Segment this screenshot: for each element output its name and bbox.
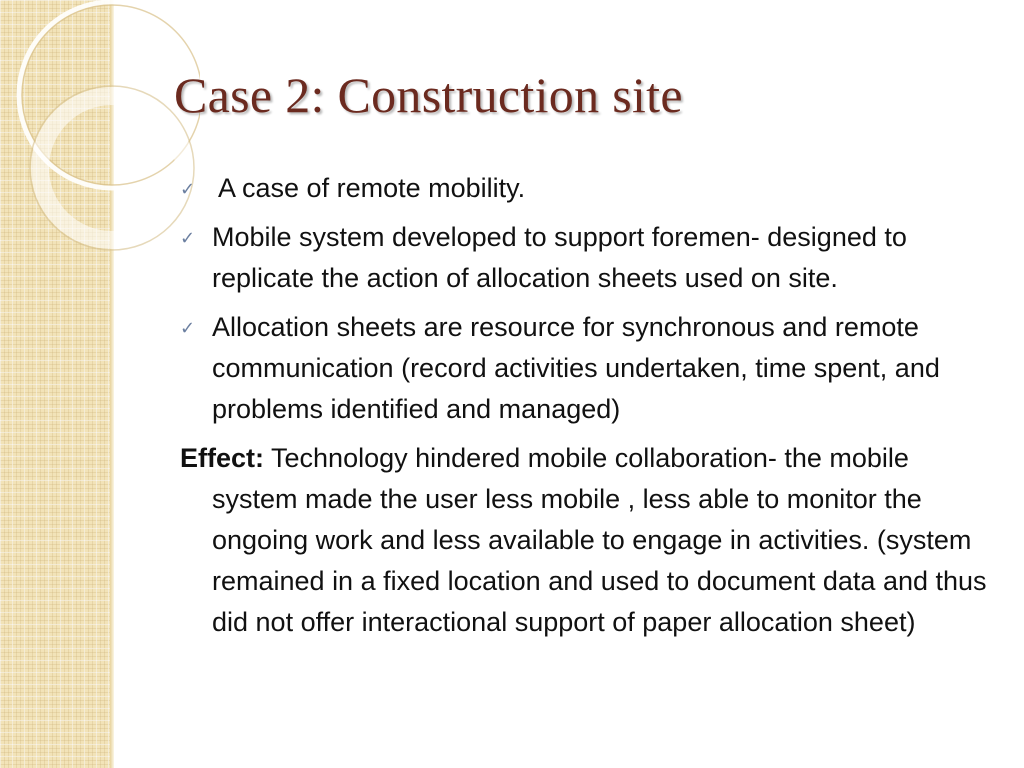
bullet-text: A case of remote mobility. (218, 173, 526, 203)
bullet-item (180, 217, 1000, 299)
bullet-text: Mobile system developed to support foremen- designed to replicate the action of allocation sheets used on site. (212, 222, 907, 293)
effect-text: Technology hindered mobile collaboration- the mobile system made the user less mobile , less able to monitor the ongoing work and less available to engage in activities. (system remained in a fixed location and used to document data and thus did not offer interactional support of paper allocation sheet) (212, 443, 987, 637)
decorative-rings (0, 0, 200, 260)
check-mark-icon: ✓ (180, 228, 196, 248)
effect-label: Effect: (180, 443, 265, 473)
bullet-text: Allocation sheets are resource for synchronous and remote communication (record activities undertaken, time spent, and problems identified and managed) (212, 312, 940, 424)
effect-paragraph (180, 438, 1000, 643)
bullet-item (180, 307, 1000, 430)
bullet-item (180, 168, 1000, 209)
decorative-ring-thick (40, 96, 184, 240)
check-mark-icon: ✓ (180, 318, 196, 338)
slide-title: Case 2: Construction site (174, 67, 683, 123)
slide-body (180, 168, 1000, 643)
check-mark-icon: ✓ (180, 179, 196, 199)
